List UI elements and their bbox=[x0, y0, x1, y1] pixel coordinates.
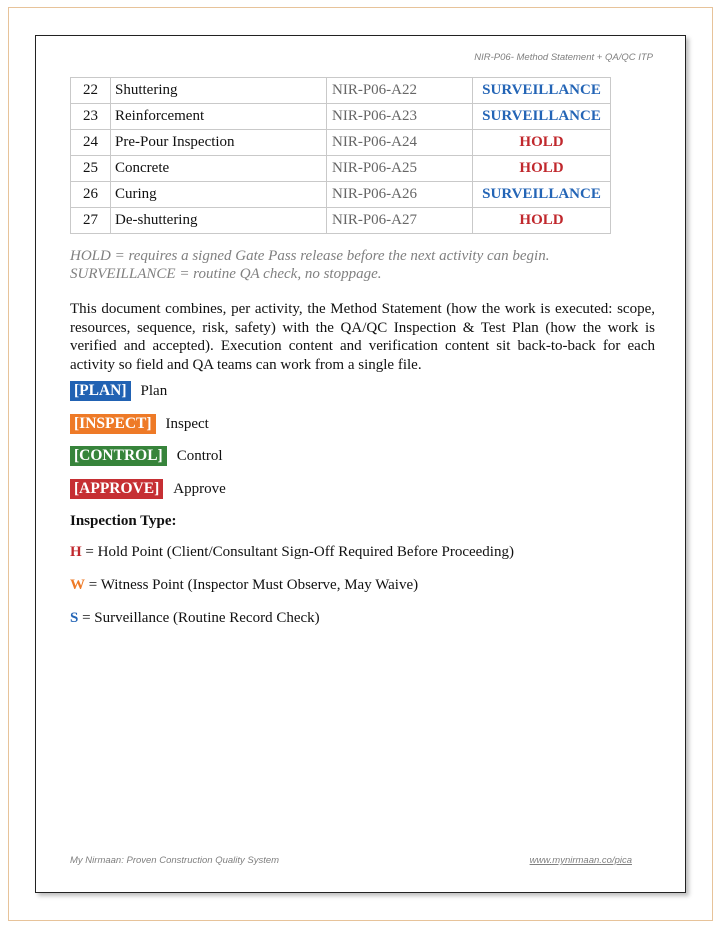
inspect-tag: [INSPECT] bbox=[70, 414, 156, 434]
legend-item-approve bbox=[70, 479, 226, 499]
row-inspection-type: SURVEILLANCE bbox=[473, 182, 611, 208]
row-number: 26 bbox=[71, 182, 111, 208]
surveillance-letter: S bbox=[70, 610, 79, 626]
table-row bbox=[71, 104, 611, 130]
row-number: 25 bbox=[71, 156, 111, 182]
row-inspection-type: SURVEILLANCE bbox=[473, 104, 611, 130]
table-row bbox=[71, 156, 611, 182]
row-activity: Concrete bbox=[111, 156, 327, 182]
legend-label: Approve bbox=[173, 480, 226, 497]
row-inspection-type: HOLD bbox=[473, 208, 611, 234]
approve-tag: [APPROVE] bbox=[70, 479, 163, 499]
row-inspection-type: HOLD bbox=[473, 130, 611, 156]
table-row bbox=[71, 182, 611, 208]
row-number: 23 bbox=[71, 104, 111, 130]
row-code: NIR-P06-A27 bbox=[327, 208, 473, 234]
inspection-type-surveillance bbox=[70, 610, 320, 627]
legend-label: Control bbox=[176, 447, 223, 464]
plan-tag: [PLAN] bbox=[70, 381, 131, 401]
row-code: NIR-P06-A25 bbox=[327, 156, 473, 182]
row-number: 24 bbox=[71, 130, 111, 156]
table-row bbox=[71, 78, 611, 104]
body-paragraph: This document combines, per activity, the Method Statement (how the work is executed: scope, resources, sequence, risk, safety) with the QA/QC Inspection & Test Plan (how the work is verified and accepted). Execution content and verification content sit back-to-back for each activity so field and QA teams can work from a single file. bbox=[70, 301, 655, 373]
status-notes bbox=[70, 247, 630, 283]
legend-item-plan bbox=[70, 381, 167, 401]
row-inspection-type: HOLD bbox=[473, 156, 611, 182]
row-code: NIR-P06-A23 bbox=[327, 104, 473, 130]
row-number: 22 bbox=[71, 78, 111, 104]
inspection-type-heading: Inspection Type: bbox=[70, 513, 177, 529]
row-code: NIR-P06-A26 bbox=[327, 182, 473, 208]
surveillance-note: SURVEILLANCE = routine QA check, no stoppage. bbox=[70, 266, 382, 282]
legend-label: Inspect bbox=[165, 415, 209, 432]
footer-brand: My Nirmaan: Proven Construction Quality System bbox=[70, 855, 280, 866]
row-activity: Reinforcement bbox=[111, 104, 327, 130]
hold-note: HOLD = requires a signed Gate Pass release before the next activity can begin. bbox=[70, 248, 550, 264]
itp-activity-table bbox=[70, 77, 611, 234]
row-code: NIR-P06-A22 bbox=[327, 78, 473, 104]
row-activity: Shuttering bbox=[111, 78, 327, 104]
legend-item-control bbox=[70, 446, 223, 466]
legend-item-inspect bbox=[70, 414, 209, 434]
row-inspection-type: SURVEILLANCE bbox=[473, 78, 611, 104]
document-header: NIR-P06- Method Statement + QA/QC ITP bbox=[474, 52, 653, 63]
legend-label: Plan bbox=[140, 382, 168, 399]
row-activity: De-shuttering bbox=[111, 208, 327, 234]
document-page bbox=[35, 35, 686, 893]
table-row bbox=[71, 208, 611, 234]
footer-link[interactable]: www.mynirmaan.co/pica bbox=[529, 855, 632, 866]
row-number: 27 bbox=[71, 208, 111, 234]
hold-description: = Hold Point (Client/Consultant Sign-Off Required Before Proceeding) bbox=[81, 544, 514, 560]
witness-letter: W bbox=[70, 577, 85, 593]
control-tag: [CONTROL] bbox=[70, 446, 167, 466]
witness-description: = Witness Point (Inspector Must Observe, May Waive) bbox=[85, 577, 419, 593]
table-row bbox=[71, 130, 611, 156]
inspection-type-witness bbox=[70, 577, 418, 594]
inspection-type-hold bbox=[70, 544, 514, 561]
row-activity: Pre-Pour Inspection bbox=[111, 130, 327, 156]
row-activity: Curing bbox=[111, 182, 327, 208]
row-code: NIR-P06-A24 bbox=[327, 130, 473, 156]
surveillance-description: = Surveillance (Routine Record Check) bbox=[78, 610, 320, 626]
hold-letter: H bbox=[70, 544, 82, 560]
